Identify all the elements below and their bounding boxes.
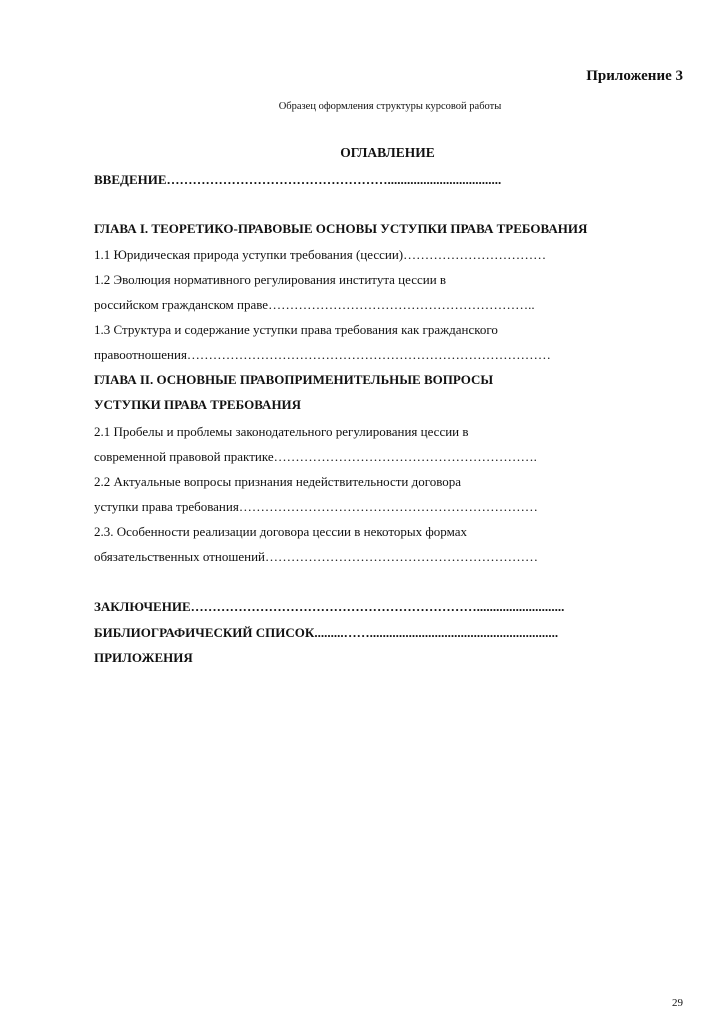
toc-entry-1-3-line-2: правоотношения………………………………………………………………………… <box>94 347 551 362</box>
toc-entry-2-2-line-2: уступки права требования…………………………………………………………… <box>94 499 538 514</box>
toc-entry-bibliography: БИБЛИОГРАФИЧЕСКИЙ СПИСОК.........…….......................................................... <box>94 625 559 640</box>
toc-entry-1-2-line-2: российском гражданском праве…………………………………………………….. <box>94 297 535 312</box>
toc-chapter-2-heading-line-2: УСТУПКИ ПРАВА ТРЕБОВАНИЯ <box>94 397 302 412</box>
toc-entry-1-1: 1.1 Юридическая природа уступки требования (цессии)…………………………… <box>94 247 547 262</box>
document-subtitle: Образец оформления структуры курсовой работы <box>278 101 502 112</box>
appendix-label: Приложение 3 <box>586 68 683 84</box>
toc-entry-2-3-line-2: обязательственных отношений……………………………………………………… <box>94 549 539 564</box>
toc-chapter-2-heading-line-1: ГЛАВА II. ОСНОВНЫЕ ПРАВОПРИМЕНИТЕЛЬНЫЕ ВОПРОСЫ <box>94 372 494 387</box>
toc-entry-2-1-line-2: современной правовой практике……………………………………………………. <box>94 449 537 464</box>
toc-entry-1-3-line-1: 1.3 Структура и содержание уступки права требования как гражданского <box>94 322 498 337</box>
toc-entry-2-1-line-1: 2.1 Пробелы и проблемы законодательного регулирования цессии в <box>94 424 469 439</box>
toc-entry-1-2-line-1: 1.2 Эволюция нормативного регулирования института цессии в <box>94 272 447 287</box>
page-number: 29 <box>672 997 683 1009</box>
toc-chapter-1-heading: ГЛАВА I. ТЕОРЕТИКО-ПРАВОВЫЕ ОСНОВЫ УСТУПКИ ПРАВА ТРЕБОВАНИЯ <box>94 221 588 236</box>
toc-entry-introduction: ВВЕДЕНИЕ……………………………………………................................... <box>94 172 502 187</box>
toc-entry-2-3-line-1: 2.3. Особенности реализации договора цессии в некоторых формах <box>94 524 467 539</box>
toc-entry-conclusion: ЗАКЛЮЧЕНИЕ…………………………………………………………........................... <box>94 599 565 614</box>
toc-entry-appendices: ПРИЛОЖЕНИЯ <box>94 650 193 665</box>
toc-title: ОГЛАВЛЕНИЕ <box>340 145 435 160</box>
toc-entry-2-2-line-1: 2.2 Актуальные вопросы признания недействительности договора <box>94 474 462 489</box>
